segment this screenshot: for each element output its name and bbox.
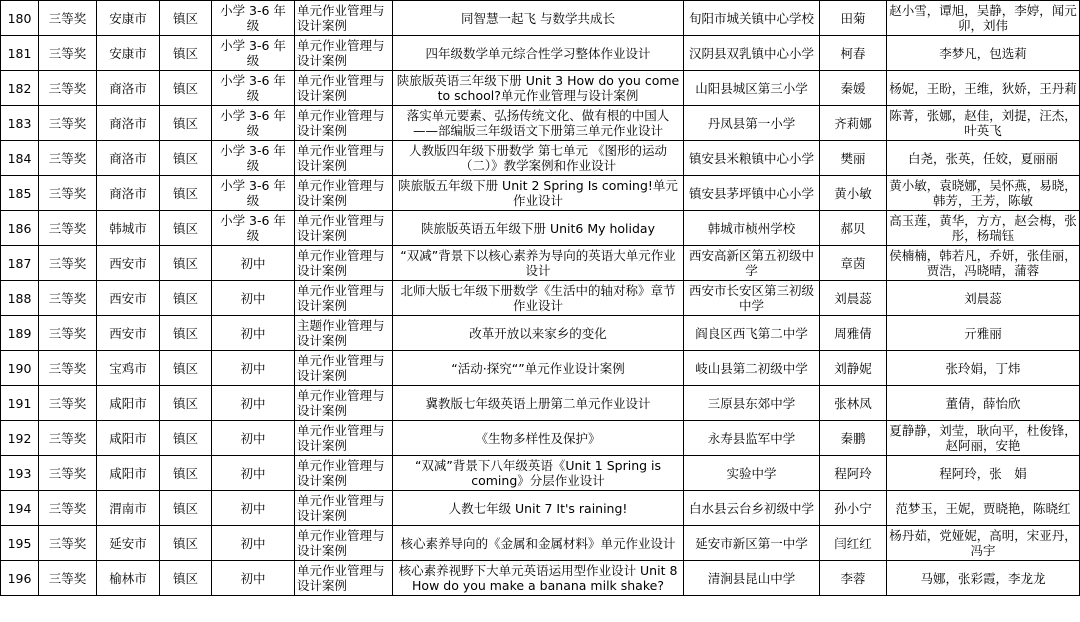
city-cell: 商洛市 <box>97 176 160 211</box>
work-title-cell: 《生物多样性及保护》 <box>393 421 684 456</box>
school-cell: 镇安县米粮镇中心小学 <box>684 141 820 176</box>
award-level-cell: 三等奖 <box>39 71 97 106</box>
award-level-cell: 三等奖 <box>39 36 97 71</box>
team-members-cell: 范梦玉，王妮，贾晓艳，陈晓红 <box>887 491 1080 526</box>
row-number-cell: 195 <box>1 526 39 561</box>
table-row <box>1 281 1080 316</box>
area-type-cell: 镇区 <box>160 176 212 211</box>
school-cell: 永寿县监军中学 <box>684 421 820 456</box>
table-row <box>1 316 1080 351</box>
award-level-cell: 三等奖 <box>39 141 97 176</box>
table-row <box>1 71 1080 106</box>
author-cell: 孙小宁 <box>820 491 887 526</box>
award-level-cell: 三等奖 <box>39 246 97 281</box>
city-cell: 渭南市 <box>97 491 160 526</box>
category-cell: 单元作业管理与设计案例 <box>295 1 393 36</box>
team-members-cell: 程阿玲，张 娟 <box>887 456 1080 491</box>
grade-level-cell: 初中 <box>212 386 295 421</box>
award-level-cell: 三等奖 <box>39 281 97 316</box>
row-number-cell: 186 <box>1 211 39 246</box>
city-cell: 咸阳市 <box>97 421 160 456</box>
table-row <box>1 211 1080 246</box>
work-title-cell: 核心素养导向的《金属和金属材料》单元作业设计 <box>393 526 684 561</box>
school-cell: 白水县云台乡初级中学 <box>684 491 820 526</box>
grade-level-cell: 小学 3-6 年级 <box>212 1 295 36</box>
city-cell: 延安市 <box>97 526 160 561</box>
school-cell: 韩城市桢州学校 <box>684 211 820 246</box>
team-members-cell: 董倩，薛怡欣 <box>887 386 1080 421</box>
area-type-cell: 镇区 <box>160 71 212 106</box>
category-cell: 主题作业管理与设计案例 <box>295 316 393 351</box>
team-members-cell: 李梦凡，包选莉 <box>887 36 1080 71</box>
area-type-cell: 镇区 <box>160 316 212 351</box>
award-level-cell: 三等奖 <box>39 456 97 491</box>
work-title-cell: 落实单元要素、弘扬传统文化、做有根的中国人——部编版三年级语文下册第三单元作业设计 <box>393 106 684 141</box>
row-number-cell: 193 <box>1 456 39 491</box>
row-number-cell: 192 <box>1 421 39 456</box>
city-cell: 商洛市 <box>97 71 160 106</box>
school-cell: 旬阳市城关镇中心学校 <box>684 1 820 36</box>
work-title-cell: 北师大版七年级下册数学《生活中的轴对称》章节作业设计 <box>393 281 684 316</box>
city-cell: 韩城市 <box>97 211 160 246</box>
team-members-cell: 亓雅丽 <box>887 316 1080 351</box>
award-level-cell: 三等奖 <box>39 106 97 141</box>
row-number-cell: 181 <box>1 36 39 71</box>
row-number-cell: 191 <box>1 386 39 421</box>
grade-level-cell: 初中 <box>212 246 295 281</box>
area-type-cell: 镇区 <box>160 106 212 141</box>
table-row <box>1 491 1080 526</box>
table-row <box>1 526 1080 561</box>
table-row <box>1 36 1080 71</box>
row-number-cell: 196 <box>1 561 39 596</box>
city-cell: 榆林市 <box>97 561 160 596</box>
category-cell: 单元作业管理与设计案例 <box>295 491 393 526</box>
table-row <box>1 351 1080 386</box>
award-level-cell: 三等奖 <box>39 211 97 246</box>
category-cell: 单元作业管理与设计案例 <box>295 36 393 71</box>
school-cell: 西安市长安区第三初级中学 <box>684 281 820 316</box>
table-row <box>1 176 1080 211</box>
grade-level-cell: 小学 3-6 年级 <box>212 141 295 176</box>
team-members-cell: 侯楠楠，韩若凡，乔妍，张佳丽，贾浩，冯晓晴，蒲蓉 <box>887 246 1080 281</box>
table-row <box>1 1 1080 36</box>
work-title-cell: 改革开放以来家乡的变化 <box>393 316 684 351</box>
category-cell: 单元作业管理与设计案例 <box>295 176 393 211</box>
team-members-cell: 夏静静，刘莹，耿向平，杜俊锋，赵阿丽，安艳 <box>887 421 1080 456</box>
row-number-cell: 182 <box>1 71 39 106</box>
author-cell: 郝贝 <box>820 211 887 246</box>
category-cell: 单元作业管理与设计案例 <box>295 351 393 386</box>
table-row <box>1 106 1080 141</box>
work-title-cell: “活动·探究“”单元作业设计案例 <box>393 351 684 386</box>
author-cell: 刘晨蕊 <box>820 281 887 316</box>
grade-level-cell: 初中 <box>212 526 295 561</box>
author-cell: 闫红红 <box>820 526 887 561</box>
team-members-cell: 高玉莲，黄华，方方，赵会梅，张彤，杨瑞钰 <box>887 211 1080 246</box>
author-cell: 张林凤 <box>820 386 887 421</box>
area-type-cell: 镇区 <box>160 211 212 246</box>
row-number-cell: 184 <box>1 141 39 176</box>
category-cell: 单元作业管理与设计案例 <box>295 561 393 596</box>
team-members-cell: 黄小敏，袁晓娜，吴怀燕，易晓，韩芳，王芳，陈敏 <box>887 176 1080 211</box>
area-type-cell: 镇区 <box>160 456 212 491</box>
team-members-cell: 张玲娟，丁炜 <box>887 351 1080 386</box>
work-title-cell: 人教七年级 Unit 7 It's raining! <box>393 491 684 526</box>
award-level-cell: 三等奖 <box>39 351 97 386</box>
category-cell: 单元作业管理与设计案例 <box>295 246 393 281</box>
school-cell: 西安高新区第五初级中学 <box>684 246 820 281</box>
table-row <box>1 561 1080 596</box>
team-members-cell: 赵小雪，谭旭，吴静，李婷，闻元卯，刘伟 <box>887 1 1080 36</box>
area-type-cell: 镇区 <box>160 246 212 281</box>
grade-level-cell: 初中 <box>212 316 295 351</box>
table-row <box>1 141 1080 176</box>
grade-level-cell: 小学 3-6 年级 <box>212 211 295 246</box>
award-level-cell: 三等奖 <box>39 316 97 351</box>
work-title-cell: 陕旅版五年级下册 Unit 2 Spring Is coming!单元作业设计 <box>393 176 684 211</box>
team-members-cell: 杨丹茹，党娅妮，高明，宋亚丹，冯宇 <box>887 526 1080 561</box>
area-type-cell: 镇区 <box>160 281 212 316</box>
category-cell: 单元作业管理与设计案例 <box>295 526 393 561</box>
author-cell: 齐莉娜 <box>820 106 887 141</box>
work-title-cell: 冀教版七年级英语上册第二单元作业设计 <box>393 386 684 421</box>
school-cell: 丹凤县第一小学 <box>684 106 820 141</box>
area-type-cell: 镇区 <box>160 491 212 526</box>
award-level-cell: 三等奖 <box>39 491 97 526</box>
category-cell: 单元作业管理与设计案例 <box>295 421 393 456</box>
author-cell: 秦媛 <box>820 71 887 106</box>
author-cell: 柯春 <box>820 36 887 71</box>
city-cell: 商洛市 <box>97 141 160 176</box>
work-title-cell: 陕旅版英语三年级下册 Unit 3 How do you come to school?单元作业管理与设计案例 <box>393 71 684 106</box>
school-cell: 岐山县第二初级中学 <box>684 351 820 386</box>
school-cell: 汉阴县双乳镇中心小学 <box>684 36 820 71</box>
author-cell: 樊丽 <box>820 141 887 176</box>
table-row <box>1 421 1080 456</box>
city-cell: 咸阳市 <box>97 456 160 491</box>
area-type-cell: 镇区 <box>160 141 212 176</box>
team-members-cell: 刘晨蕊 <box>887 281 1080 316</box>
team-members-cell: 马娜，张彩霞，李龙龙 <box>887 561 1080 596</box>
award-level-cell: 三等奖 <box>39 386 97 421</box>
school-cell: 实验中学 <box>684 456 820 491</box>
row-number-cell: 187 <box>1 246 39 281</box>
team-members-cell: 白尧，张英，任姣，夏丽丽 <box>887 141 1080 176</box>
grade-level-cell: 初中 <box>212 456 295 491</box>
row-number-cell: 185 <box>1 176 39 211</box>
author-cell: 周雅倩 <box>820 316 887 351</box>
award-level-cell: 三等奖 <box>39 1 97 36</box>
work-title-cell: 核心素养视野下大单元英语运用型作业设计 Unit 8 How do you make a banana milk shake? <box>393 561 684 596</box>
area-type-cell: 镇区 <box>160 526 212 561</box>
author-cell: 秦鹏 <box>820 421 887 456</box>
grade-level-cell: 小学 3-6 年级 <box>212 71 295 106</box>
grade-level-cell: 小学 3-6 年级 <box>212 176 295 211</box>
author-cell: 章茵 <box>820 246 887 281</box>
team-members-cell: 杨妮，王盼，王维，狄娇，王丹莉 <box>887 71 1080 106</box>
category-cell: 单元作业管理与设计案例 <box>295 456 393 491</box>
team-members-cell: 陈菁，张娜，赵佳，刘提，汪杰，叶英飞 <box>887 106 1080 141</box>
row-number-cell: 180 <box>1 1 39 36</box>
table-row <box>1 386 1080 421</box>
city-cell: 西安市 <box>97 246 160 281</box>
city-cell: 咸阳市 <box>97 386 160 421</box>
school-cell: 阎良区西飞第二中学 <box>684 316 820 351</box>
category-cell: 单元作业管理与设计案例 <box>295 281 393 316</box>
work-title-cell: 同智慧一起飞 与数学共成长 <box>393 1 684 36</box>
area-type-cell: 镇区 <box>160 351 212 386</box>
author-cell: 黄小敏 <box>820 176 887 211</box>
author-cell: 李蓉 <box>820 561 887 596</box>
work-title-cell: “双减”背景下以核心素养为导向的英语大单元作业设计 <box>393 246 684 281</box>
category-cell: 单元作业管理与设计案例 <box>295 71 393 106</box>
work-title-cell: “双减”背景下八年级英语《Unit 1 Spring is coming》分层作业设计 <box>393 456 684 491</box>
award-level-cell: 三等奖 <box>39 561 97 596</box>
grade-level-cell: 小学 3-6 年级 <box>212 36 295 71</box>
school-cell: 镇安县茅坪镇中心小学 <box>684 176 820 211</box>
award-level-cell: 三等奖 <box>39 421 97 456</box>
city-cell: 安康市 <box>97 36 160 71</box>
area-type-cell: 镇区 <box>160 386 212 421</box>
school-cell: 清涧县昆山中学 <box>684 561 820 596</box>
row-number-cell: 189 <box>1 316 39 351</box>
area-type-cell: 镇区 <box>160 421 212 456</box>
author-cell: 刘静妮 <box>820 351 887 386</box>
city-cell: 西安市 <box>97 316 160 351</box>
city-cell: 商洛市 <box>97 106 160 141</box>
author-cell: 田菊 <box>820 1 887 36</box>
city-cell: 宝鸡市 <box>97 351 160 386</box>
category-cell: 单元作业管理与设计案例 <box>295 106 393 141</box>
area-type-cell: 镇区 <box>160 561 212 596</box>
row-number-cell: 194 <box>1 491 39 526</box>
category-cell: 单元作业管理与设计案例 <box>295 141 393 176</box>
grade-level-cell: 初中 <box>212 351 295 386</box>
work-title-cell: 四年级数学单元综合性学习整体作业设计 <box>393 36 684 71</box>
work-title-cell: 人教版四年级下册数学 第七单元 《图形的运动（二）》教学案例和作业设计 <box>393 141 684 176</box>
grade-level-cell: 初中 <box>212 421 295 456</box>
grade-level-cell: 初中 <box>212 561 295 596</box>
school-cell: 三原县东郊中学 <box>684 386 820 421</box>
city-cell: 安康市 <box>97 1 160 36</box>
area-type-cell: 镇区 <box>160 36 212 71</box>
grade-level-cell: 小学 3-6 年级 <box>212 106 295 141</box>
grade-level-cell: 初中 <box>212 491 295 526</box>
award-level-cell: 三等奖 <box>39 526 97 561</box>
award-level-cell: 三等奖 <box>39 176 97 211</box>
category-cell: 单元作业管理与设计案例 <box>295 386 393 421</box>
row-number-cell: 190 <box>1 351 39 386</box>
category-cell: 单元作业管理与设计案例 <box>295 211 393 246</box>
grade-level-cell: 初中 <box>212 281 295 316</box>
school-cell: 延安市新区第一中学 <box>684 526 820 561</box>
city-cell: 西安市 <box>97 281 160 316</box>
author-cell: 程阿玲 <box>820 456 887 491</box>
area-type-cell: 镇区 <box>160 1 212 36</box>
row-number-cell: 188 <box>1 281 39 316</box>
row-number-cell: 183 <box>1 106 39 141</box>
work-title-cell: 陕旅版英语五年级下册 Unit6 My holiday <box>393 211 684 246</box>
table-row <box>1 456 1080 491</box>
table-row <box>1 246 1080 281</box>
school-cell: 山阳县城区第三小学 <box>684 71 820 106</box>
